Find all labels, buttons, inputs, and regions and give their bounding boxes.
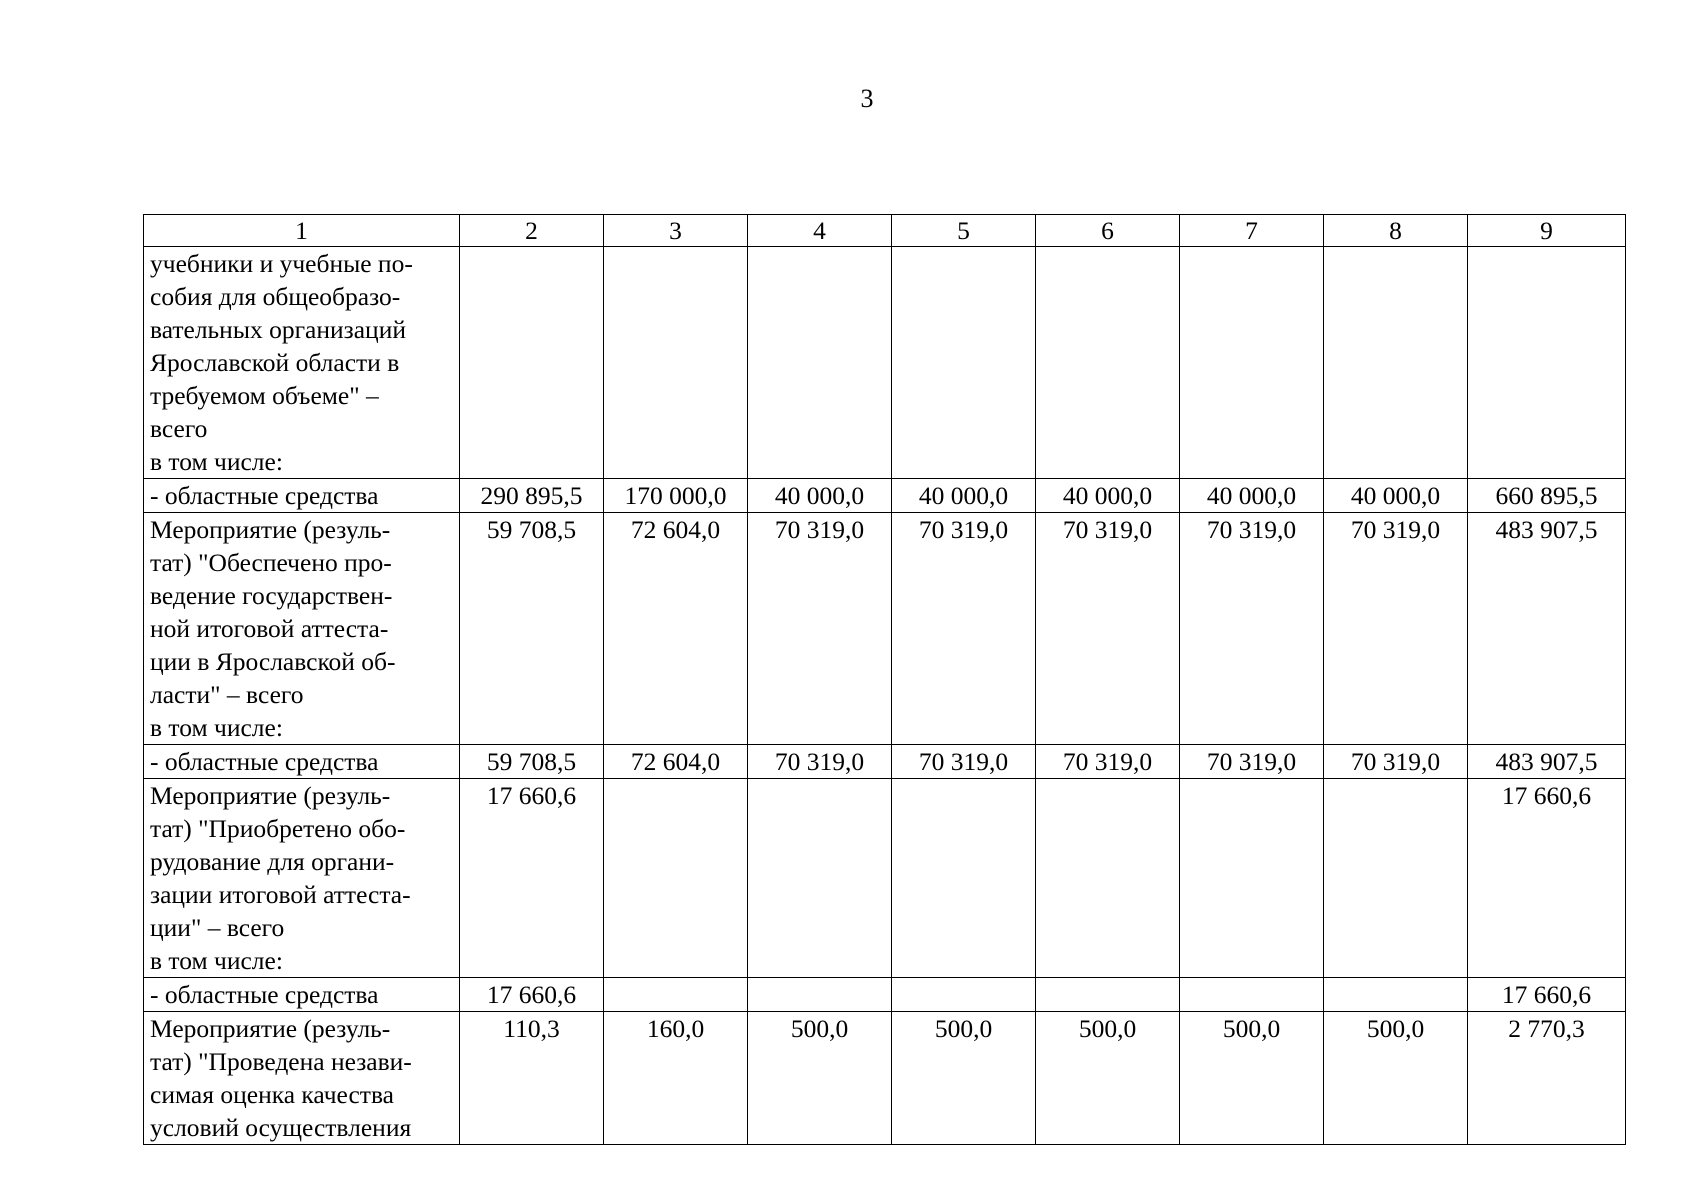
column-header-6: 6 [1036,215,1180,247]
row-label-cell [144,247,460,479]
value-cell-col-5: 70 319,0 [892,513,1036,745]
column-header-3: 3 [604,215,748,247]
column-header-5: 5 [892,215,1036,247]
column-header-2: 2 [460,215,604,247]
value-cell-col-9 [1468,247,1626,479]
value-cell-col-8: 70 319,0 [1324,745,1468,779]
value-cell-col-6 [1036,779,1180,978]
row-label-line: Мероприятие (резуль- [150,1014,391,1043]
value-cell-col-9: 483 907,5 [1468,513,1626,745]
row-label-line: вательных организаций [150,315,406,344]
table-header-row [144,215,1626,247]
row-label-line: - областные средства [150,980,379,1009]
value-cell-col-8 [1324,978,1468,1012]
value-cell-col-3: 160,0 [604,1012,748,1145]
row-label-line: в том числе: [150,713,283,742]
value-cell-col-7: 70 319,0 [1180,745,1324,779]
value-cell-col-2: 290 895,5 [460,479,604,513]
value-cell-col-9: 483 907,5 [1468,745,1626,779]
row-label-line: требуемом объеме" – [150,381,379,410]
value-cell-col-8 [1324,779,1468,978]
row-label-line: всего [150,414,208,443]
budget-table [143,214,1626,1145]
value-cell-col-7: 500,0 [1180,1012,1324,1145]
value-cell-col-6: 500,0 [1036,1012,1180,1145]
row-label-line: условий осуществления [150,1113,412,1142]
row-label-cell [144,745,460,779]
row-label-line: тат) "Проведена незави- [150,1047,412,1076]
table-row [144,479,1626,513]
row-label-cell [144,513,460,745]
row-label-line: Мероприятие (резуль- [150,781,391,810]
table-body [144,247,1626,1145]
row-label-line: ции в Ярославской об- [150,647,396,676]
value-cell-col-5: 70 319,0 [892,745,1036,779]
row-label-line: зации итоговой аттеста- [150,880,411,909]
row-label-line: симая оценка качества [150,1080,394,1109]
value-cell-col-2: 59 708,5 [460,513,604,745]
table-row [144,247,1626,479]
value-cell-col-4: 70 319,0 [748,745,892,779]
table-row [144,779,1626,978]
value-cell-col-2: 17 660,6 [460,779,604,978]
value-cell-col-2: 110,3 [460,1012,604,1145]
column-header-9: 9 [1468,215,1626,247]
value-cell-col-6 [1036,978,1180,1012]
value-cell-col-9: 17 660,6 [1468,779,1626,978]
value-cell-col-5 [892,978,1036,1012]
value-cell-col-3: 72 604,0 [604,745,748,779]
value-cell-col-2: 59 708,5 [460,745,604,779]
row-label-line: ции" – всего [150,913,285,942]
value-cell-col-8: 70 319,0 [1324,513,1468,745]
table-row [144,513,1626,745]
row-label-line: учебники и учебные по- [150,249,413,278]
value-cell-col-7 [1180,978,1324,1012]
row-label-line: тат) "Приобретено обо- [150,814,406,843]
value-cell-col-4 [748,779,892,978]
value-cell-col-2: 17 660,6 [460,978,604,1012]
row-label-line: ласти" – всего [150,680,304,709]
value-cell-col-4: 70 319,0 [748,513,892,745]
value-cell-col-3 [604,247,748,479]
value-cell-col-4 [748,978,892,1012]
row-label-cell [144,479,460,513]
value-cell-col-4: 500,0 [748,1012,892,1145]
row-label-line: в том числе: [150,447,283,476]
column-header-7: 7 [1180,215,1324,247]
row-label-line: - областные средства [150,481,379,510]
page-number: 3 [860,84,874,113]
value-cell-col-6: 70 319,0 [1036,513,1180,745]
value-cell-col-9: 2 770,3 [1468,1012,1626,1145]
value-cell-col-2 [460,247,604,479]
row-label-cell [144,1012,460,1145]
value-cell-col-6 [1036,247,1180,479]
value-cell-col-6: 40 000,0 [1036,479,1180,513]
value-cell-col-4: 40 000,0 [748,479,892,513]
value-cell-col-8 [1324,247,1468,479]
value-cell-col-9: 660 895,5 [1468,479,1626,513]
table-row [144,978,1626,1012]
value-cell-col-5: 500,0 [892,1012,1036,1145]
row-label-line: рудование для органи- [150,847,395,876]
value-cell-col-5 [892,247,1036,479]
row-label-line: собия для общеобразо- [150,282,401,311]
value-cell-col-8: 500,0 [1324,1012,1468,1145]
row-label-line: Ярославской области в [150,348,400,377]
value-cell-col-3: 170 000,0 [604,479,748,513]
value-cell-col-8: 40 000,0 [1324,479,1468,513]
row-label-line: ведение государствен- [150,581,393,610]
value-cell-col-7 [1180,779,1324,978]
row-label-cell [144,978,460,1012]
row-label-cell [144,779,460,978]
value-cell-col-7 [1180,247,1324,479]
value-cell-col-7: 70 319,0 [1180,513,1324,745]
table-row [144,745,1626,779]
row-label-line: - областные средства [150,747,379,776]
column-header-4: 4 [748,215,892,247]
table-row [144,1012,1626,1145]
row-label-line: ной итоговой аттеста- [150,614,389,643]
value-cell-col-9: 17 660,6 [1468,978,1626,1012]
column-header-1: 1 [144,215,460,247]
row-label-line: Мероприятие (резуль- [150,515,391,544]
value-cell-col-4 [748,247,892,479]
value-cell-col-3 [604,779,748,978]
value-cell-col-6: 70 319,0 [1036,745,1180,779]
value-cell-col-7: 40 000,0 [1180,479,1324,513]
value-cell-col-5: 40 000,0 [892,479,1036,513]
column-header-8: 8 [1324,215,1468,247]
value-cell-col-3: 72 604,0 [604,513,748,745]
value-cell-col-3 [604,978,748,1012]
value-cell-col-5 [892,779,1036,978]
row-label-line: тат) "Обеспечено про- [150,548,392,577]
row-label-line: в том числе: [150,946,283,975]
